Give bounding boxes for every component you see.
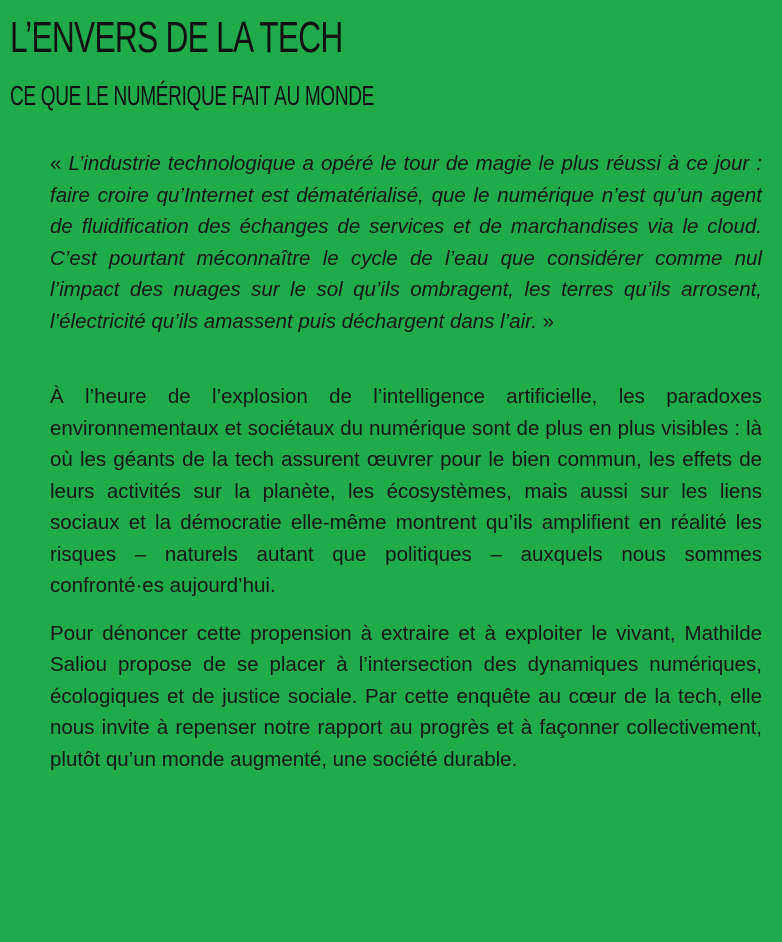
paragraph-summary: Pour dénoncer cette propension à extraire et à exploiter le vivant, Mathilde Saliou propose de se placer à l’intersection des dynamiques numériques, écologiques et de justice sociale. Par cette enquête au cœur de la tech, elle nous invite à repenser notre rapport au progrès et à façonner collectivement, plutôt qu’un monde augmenté, une société durable.: [50, 621, 762, 771]
paragraph-context: À l’heure de l’explosion de l’intelligence artificielle, les paradoxes environnementaux et sociétaux du numérique sont de plus en plus visibles : là où les géants de la tech assurent œuvrer pour le bien commun, les effets de leurs activités sur la planète, les écosystèmes, mais aussi sur les liens sociaux et la démocratie elle-même montrent qu’ils amplifient en réalité les risques – naturels autant que politiques – auxquels nous sommes confronté·es aujourd’hui.: [50, 385, 762, 597]
quote-open-mark: «: [50, 152, 69, 175]
quote-close-mark: »: [536, 309, 555, 333]
quote-text: L’industrie technologique a opéré le tour de magie le plus réussi à ce jour : faire croire qu’Internet est dématérialisé, que le numérique n’est qu’un agent de fluidification des échanges de services et de marchandises via le cloud. C’est pourtant méconnaître le cycle de l’eau que considérer comme nul l’impact des nuages sur le sol qu’ils ombragent, les terres qu’ils arrosent, l’électricité qu’ils amassent puis déchargent dans l’air.: [50, 152, 762, 333]
blurb-body: [50, 148, 762, 775]
book-subtitle: CE QUE LE NUMÉRIQUE FAIT AU MONDE: [10, 80, 375, 111]
book-title: L’ENVERS DE LA TECH: [10, 13, 343, 62]
quote-block: [50, 148, 762, 337]
